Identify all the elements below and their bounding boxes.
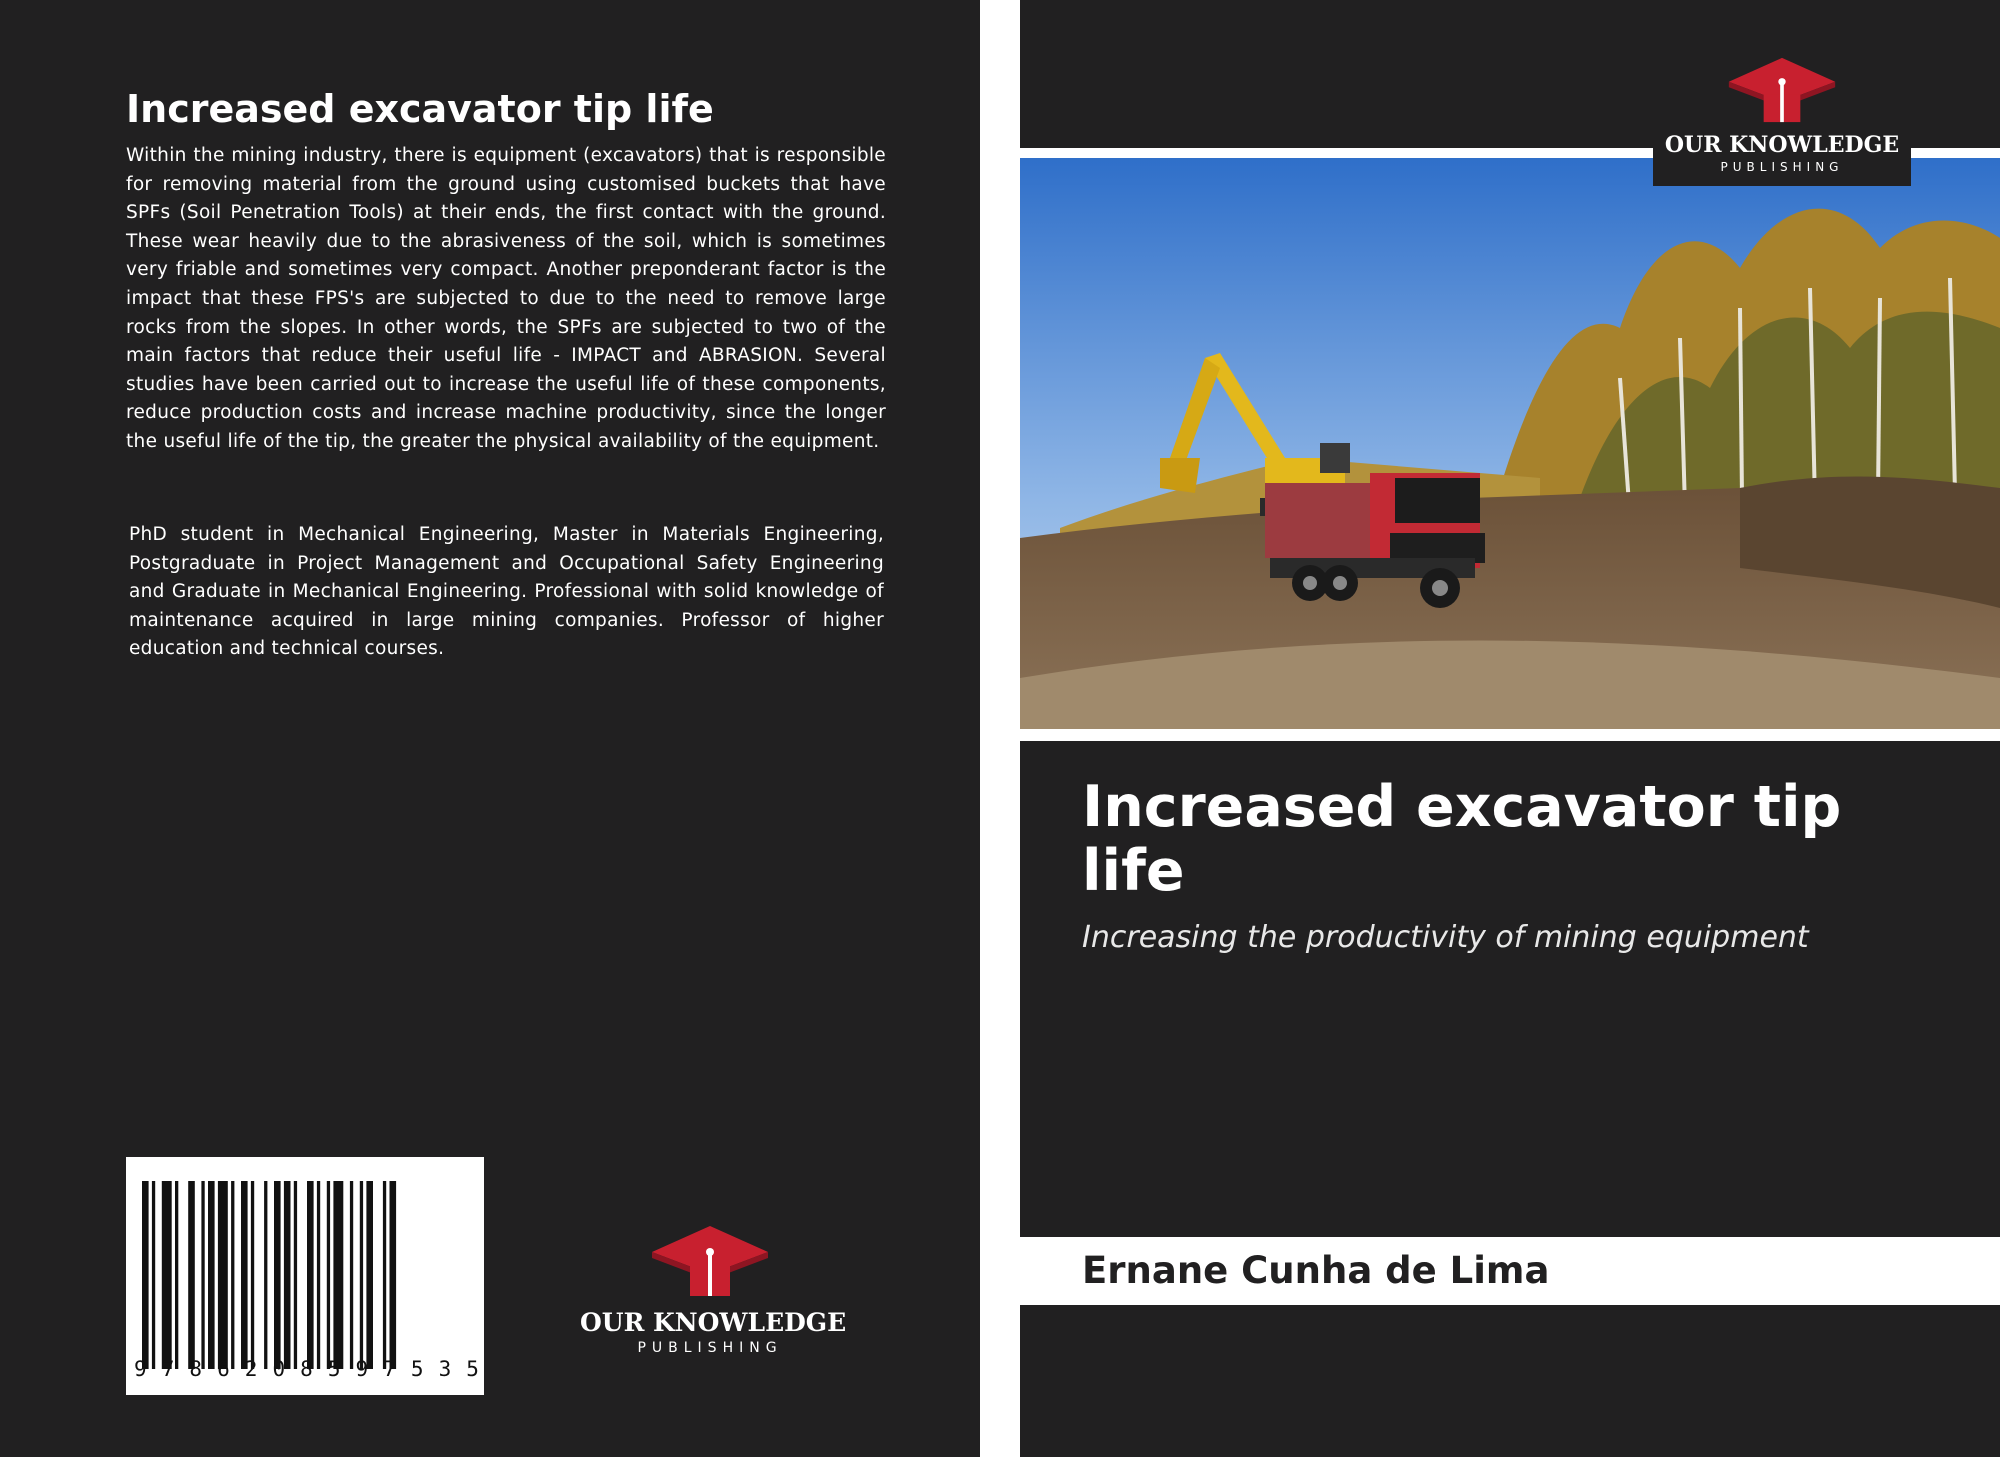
isbn-digit: 5 xyxy=(327,1357,341,1381)
isbn-barcode xyxy=(126,1157,484,1395)
barcode-bar xyxy=(366,1181,373,1369)
author-bar xyxy=(1020,1237,2000,1305)
barcode-bar xyxy=(284,1181,291,1369)
isbn-digit: 9 xyxy=(134,1357,147,1381)
graduation-cap-icon xyxy=(650,1222,770,1300)
isbn-digits xyxy=(134,1357,479,1381)
isbn-digit: 7 xyxy=(161,1357,175,1381)
isbn-digit: 8 xyxy=(300,1357,313,1381)
barcode-bar xyxy=(188,1181,195,1369)
barcode-bar xyxy=(264,1181,267,1369)
barcode-bar xyxy=(162,1181,172,1369)
barcode-bar xyxy=(294,1181,297,1369)
author-bio-text: PhD student in Mechanical Engineering, Master in Materials Engineering, Postgraduate in Project Management and Occupational Safety Engineering and Graduate in Mechanical Engineering. Professional with solid knowledge of maintenance acquired in large mining companies. Professor of higher education and technical courses. xyxy=(129,524,884,660)
photo-border-bottom xyxy=(1020,729,2000,741)
barcode-bars xyxy=(142,1181,468,1369)
isbn-digit: 0 xyxy=(272,1357,286,1381)
publisher-name: OUR KNOWLEDGE xyxy=(1664,132,1900,158)
isbn-digit: 3 xyxy=(438,1357,452,1381)
barcode-bar xyxy=(201,1181,204,1369)
publisher-sub: PUBLISHING xyxy=(1720,160,1844,174)
barcode-bar xyxy=(208,1181,215,1369)
barcode-bar xyxy=(327,1181,330,1369)
publisher-name: OUR KNOWLEDGE xyxy=(580,1308,847,1337)
barcode-bar xyxy=(333,1181,343,1369)
barcode-bar xyxy=(317,1181,320,1369)
barcode-bar xyxy=(231,1181,234,1369)
barcode-bar xyxy=(274,1181,281,1369)
barcode-bar xyxy=(152,1181,155,1369)
isbn-digit: 5 xyxy=(466,1357,479,1381)
publisher-sub: PUBLISHING xyxy=(637,1340,783,1356)
isbn-digit: 2 xyxy=(244,1357,258,1381)
front-cover-subtitle: Increasing the productivity of mining equipment xyxy=(1082,920,1809,955)
publisher-logo-back xyxy=(580,1222,847,1356)
graduation-cap-icon xyxy=(1727,54,1837,126)
front-cover-title: Increased excavator tip life xyxy=(1082,774,1842,904)
barcode-bar xyxy=(251,1181,254,1369)
back-cover-title: Increased excavator tip life xyxy=(126,87,714,131)
barcode-bar xyxy=(142,1181,149,1369)
isbn-digit: 8 xyxy=(189,1357,203,1381)
isbn-digit: 7 xyxy=(383,1357,396,1381)
synopsis-text: Within the mining industry, there is equipment (excavators) that is responsible for removing material from the ground using customised buckets that have SPFs (Soil Penetration Tools) at their ends, the first contact with the ground. These wear heavily due to the abrasiveness of the soil, which is sometimes very friable and sometimes very compact. Another preponderant factor is the impact that these FPS's are subjected to due to the need to remove large rocks from the slopes. In other words, the SPFs are subjected to two of the main factors that reduce their useful life - IMPACT and ABRASION. Several studies have been carried out to increase the useful life of these components, reduce production costs and increase machine productivity, since the longer the useful life of the tip, the greater the physical availability of the equipment. xyxy=(126,145,886,452)
barcode-bar xyxy=(175,1181,178,1369)
isbn-digit: 5 xyxy=(410,1357,424,1381)
barcode-bar xyxy=(383,1181,386,1369)
barcode-bar xyxy=(218,1181,228,1369)
author-name: Ernane Cunha de Lima xyxy=(1082,1249,1550,1292)
barcode-bar xyxy=(360,1181,363,1369)
barcode-bar xyxy=(307,1181,314,1369)
publisher-logo-front xyxy=(1653,40,1911,186)
barcode-bar xyxy=(390,1181,397,1369)
isbn-digit: 9 xyxy=(355,1357,369,1381)
excavator-and-dump-truck-photo xyxy=(1020,158,2000,729)
isbn-digit: 6 xyxy=(217,1357,230,1381)
barcode-bar xyxy=(241,1181,248,1369)
barcode-bar xyxy=(350,1181,353,1369)
